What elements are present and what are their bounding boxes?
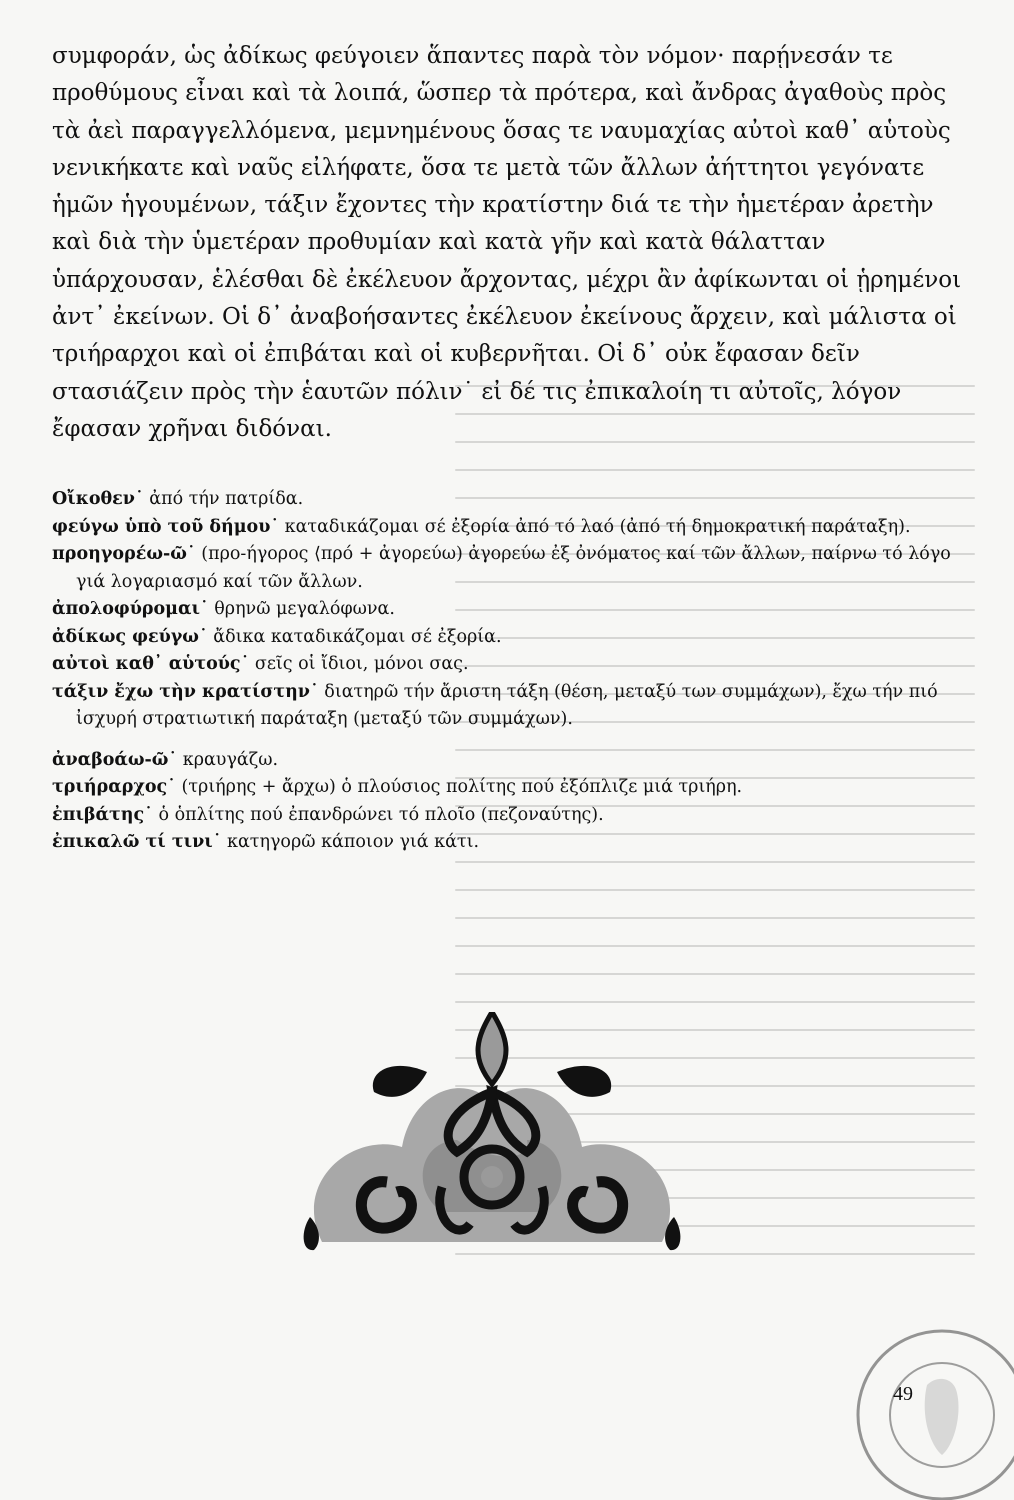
glossary-entry [52, 774, 972, 802]
glossary-entry [52, 624, 972, 652]
glossary-entry [52, 829, 972, 857]
glossary-term: ἀδίκως φεύγω˙ [52, 626, 208, 647]
glossary-definition: σεῖς οἱ ἴδιοι, μόνοι σας. [254, 654, 469, 674]
glossary-term: ἐπικαλῶ τί τινι˙ [52, 832, 222, 852]
glossary-term: ἀναβοάω-ῶ˙ [52, 749, 178, 770]
glossary [52, 486, 972, 857]
glossary-definition: ἄδικα καταδικάζομαι σέ ἐξορία. [213, 626, 502, 647]
glossary-term: τάξιν ἔχω τὴν κρατίστην˙ [52, 681, 319, 702]
glossary-entry [52, 486, 972, 514]
glossary-term: Οἴκοθεν˙ [52, 489, 144, 509]
glossary-entry [52, 514, 972, 542]
glossary-term: προηγορέω-ῶ˙ [52, 544, 196, 564]
glossary-entry [52, 802, 972, 830]
glossary-entry [52, 596, 972, 624]
glossary-entry [52, 651, 972, 679]
glossary-term: αὐτοὶ καθ᾽ αὑτούς˙ [52, 654, 250, 674]
glossary-entry [52, 541, 972, 596]
ancient-greek-passage: συμφοράν, ὡς ἀδίκως φεύγοιεν ἅπαντες παρὰ τὸν νόμον· παρῄνεσάν τε προθύμους εἶναι καὶ τὰ λοιπά, ὥσπερ τὰ πρότερα, καὶ ἄνδρας ἀγαθοὺς πρὸς τὰ ἀεὶ παραγγελλόμενα, μεμνημένους ὅσας τε ναυμαχίας αὐτοὶ καθ᾽ αὑτοὺς νενικήκατε καὶ ναῦς εἰλήφατε, ὅσα τε μετὰ τῶν ἄλλων ἀήττητοι γεγόνατε ἡμῶν ἡγουμένων, τάξιν ἔχοντες τὴν κρατίστην διά τε τὴν ἡμετέραν ἀρετὴν καὶ διὰ τὴν ὑμετέραν προθυμίαν καὶ κατὰ γῆν καὶ κατὰ θάλατταν ὑπάρχουσαν, ἑλέσθαι δὲ ἐκέλευον ἄρχοντας, μέχρι ἂν ἀφίκωνται οἱ ᾑρημένοι ἀντ᾽ ἐκείνων. Οἱ δ᾽ ἀναβοήσαντες ἐκέλευον ἐκείνους ἄρχειν, καὶ μάλιστα οἱ τριήραρχοι καὶ οἱ ἐπιβάται καὶ οἱ κυβερνῆται. Οἱ δ᾽ οὐκ ἔφασαν δεῖν στασιάζειν πρὸς τὴν ἑαυτῶν πόλιν˙ εἰ δέ τις ἐπικαλοίη τι αὐτοῖς, λόγον ἔφασαν χρῆναι διδόναι. [52, 43, 962, 442]
glossary-term: ἐπιβάτης˙ [52, 804, 153, 825]
glossary-definition: ἀπό τήν πατρίδα. [149, 489, 304, 509]
glossary-definition: (προ-ήγορος ⟨πρό + ἀγορεύω) ἀγορεύω ἐξ ὀνόματος καί τῶν ἄλλων, παίρνω τό λόγο γιά λογαριασμό καί τῶν ἄλλων. [76, 544, 951, 592]
glossary-definition: κραυγάζω. [182, 749, 279, 770]
glossary-entry [52, 679, 972, 734]
glossary-entry [52, 747, 972, 775]
glossary-definition: ὁ ὁπλίτης πού ἐπανδρώνει τό πλοῖο (πεζοναύτης). [158, 804, 604, 825]
floral-ornament-icon [292, 1012, 692, 1252]
glossary-term: τριήραρχος˙ [52, 777, 176, 797]
glossary-term: φεύγω ὑπὸ τοῦ δήμου˙ [52, 516, 280, 537]
glossary-definition: καταδικάζομαι σέ ἐξορία ἀπό τό λαό (ἀπό τή δημοκρατική παράταξη). [284, 516, 911, 537]
stamp-text: ΒΙΒΛΙΟΘΗΚΗ ΒΟΥΛΗΣ ΤΩΝ ΕΛΛΗΝΩΝ [842, 1305, 863, 1306]
glossary-definition: διατηρῶ τήν ἄριστη τάξη (θέση, μεταξύ των συμμάχων), ἔχω τήν πιό ἰσχυρή στρατιωτική παράταξη (μεταξύ τῶν συμμάχων). [76, 681, 938, 729]
glossary-term: ἀπολοφύρομαι˙ [52, 599, 209, 619]
page-number: 49 [893, 1383, 913, 1405]
library-stamp [842, 1305, 1014, 1500]
glossary-definition: θρηνῶ μεγαλόφωνα. [214, 599, 395, 619]
glossary-definition: κατηγορῶ κάποιον γιά κάτι. [227, 832, 480, 852]
glossary-definition: (τριήρης + ἄρχω) ὁ πλούσιος πολίτης πού ἐξόπλιζε μιά τριήρη. [181, 777, 743, 797]
